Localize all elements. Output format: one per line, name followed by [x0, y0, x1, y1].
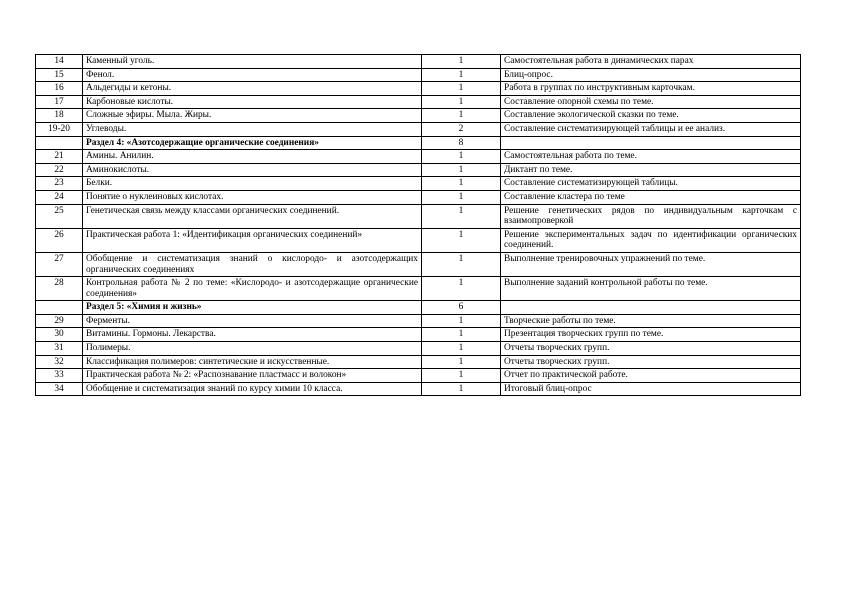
lesson-number-cell: 30 [36, 328, 83, 342]
table-row [36, 109, 801, 123]
activity-form-cell: Составление опорной схемы по теме. [501, 95, 801, 109]
lesson-number-cell [36, 301, 83, 315]
table-row [36, 122, 801, 136]
lesson-plan-body [36, 55, 801, 396]
activity-form-cell: Работа в группах по инструктивным карточкам. [501, 82, 801, 96]
lesson-topic-cell: Витамины. Гормоны. Лекарства. [83, 328, 422, 342]
hours-cell: 1 [422, 382, 501, 396]
lesson-topic-cell: Полимеры. [83, 342, 422, 356]
lesson-number-cell: 31 [36, 342, 83, 356]
lesson-topic-cell: Сложные эфиры. Мыла. Жиры. [83, 109, 422, 123]
table-row [36, 277, 801, 301]
hours-cell: 8 [422, 136, 501, 150]
table-row [36, 204, 801, 228]
lesson-number-cell [36, 136, 83, 150]
lesson-topic-cell: Углеводы. [83, 122, 422, 136]
lesson-topic-cell: Карбоновые кислоты. [83, 95, 422, 109]
lesson-topic-cell: Практическая работа 1: «Идентификация органических соединений» [83, 228, 422, 252]
table-row [36, 382, 801, 396]
table-row [36, 228, 801, 252]
table-row [36, 369, 801, 383]
table-row [36, 355, 801, 369]
hours-cell: 1 [422, 355, 501, 369]
hours-cell: 1 [422, 109, 501, 123]
lesson-topic-cell: Понятие о нуклеиновых кислотах. [83, 190, 422, 204]
lesson-number-cell: 15 [36, 68, 83, 82]
table-row [36, 82, 801, 96]
activity-form-cell: Диктант по теме. [501, 163, 801, 177]
lesson-topic-cell: Обобщение и систематизация знаний о кислородо- и азотсодержащих органических соединениях [83, 252, 422, 276]
hours-cell: 1 [422, 163, 501, 177]
lesson-number-cell: 16 [36, 82, 83, 96]
hours-cell: 1 [422, 190, 501, 204]
activity-form-cell: Самостоятельная работа по теме. [501, 150, 801, 164]
lesson-number-cell: 27 [36, 252, 83, 276]
table-row [36, 163, 801, 177]
lesson-topic-cell: Каменный уголь. [83, 55, 422, 69]
table-row [36, 342, 801, 356]
hours-cell: 2 [422, 122, 501, 136]
lesson-number-cell: 17 [36, 95, 83, 109]
hours-cell: 1 [422, 369, 501, 383]
section-title-cell: Раздел 5: «Химия и жизнь» [83, 301, 422, 315]
hours-cell: 1 [422, 82, 501, 96]
lesson-topic-cell: Контрольная работа № 2 по теме: «Кислородо- и азотсодержащие органические соединения» [83, 277, 422, 301]
hours-cell: 1 [422, 328, 501, 342]
lesson-number-cell: 28 [36, 277, 83, 301]
hours-cell: 1 [422, 150, 501, 164]
table-row [36, 150, 801, 164]
activity-form-cell: Выполнение заданий контрольной работы по теме. [501, 277, 801, 301]
table-row [36, 252, 801, 276]
activity-form-cell: Решение генетических рядов по индивидуальным карточкам с взаимопроверкой [501, 204, 801, 228]
lesson-number-cell: 23 [36, 177, 83, 191]
hours-cell: 1 [422, 252, 501, 276]
hours-cell: 1 [422, 55, 501, 69]
lesson-number-cell: 33 [36, 369, 83, 383]
lesson-topic-cell: Практическая работа № 2: «Распознавание пластмасс и волокон» [83, 369, 422, 383]
hours-cell: 1 [422, 177, 501, 191]
hours-cell: 1 [422, 342, 501, 356]
lesson-number-cell: 19-20 [36, 122, 83, 136]
hours-cell: 1 [422, 314, 501, 328]
lesson-topic-cell: Классификация полимеров: синтетические и искусственные. [83, 355, 422, 369]
lesson-number-cell: 29 [36, 314, 83, 328]
table-row [36, 190, 801, 204]
activity-form-cell [501, 301, 801, 315]
lesson-number-cell: 14 [36, 55, 83, 69]
activity-form-cell: Решение экспериментальных задач по идентификации органических соединений. [501, 228, 801, 252]
lesson-topic-cell: Обобщение и систематизация знаний по курсу химии 10 класса. [83, 382, 422, 396]
lesson-topic-cell: Аминокислоты. [83, 163, 422, 177]
lesson-topic-cell: Белки. [83, 177, 422, 191]
lesson-topic-cell: Генетическая связь между классами органических соединений. [83, 204, 422, 228]
hours-cell: 6 [422, 301, 501, 315]
lesson-topic-cell: Амины. Анилин. [83, 150, 422, 164]
activity-form-cell: Выполнение тренировочных упражнений по теме. [501, 252, 801, 276]
hours-cell: 1 [422, 95, 501, 109]
activity-form-cell [501, 136, 801, 150]
activity-form-cell: Составление систематизирующей таблицы. [501, 177, 801, 191]
lesson-plan-table [35, 54, 801, 396]
activity-form-cell: Творческие работы по теме. [501, 314, 801, 328]
table-row [36, 314, 801, 328]
activity-form-cell: Итоговый блиц-опрос [501, 382, 801, 396]
lesson-topic-cell: Альдегиды и кетоны. [83, 82, 422, 96]
activity-form-cell: Отчеты творческих групп. [501, 342, 801, 356]
table-row [36, 68, 801, 82]
lesson-number-cell: 32 [36, 355, 83, 369]
lesson-number-cell: 34 [36, 382, 83, 396]
activity-form-cell: Самостоятельная работа в динамических парах [501, 55, 801, 69]
activity-form-cell: Отчеты творческих групп. [501, 355, 801, 369]
activity-form-cell: Блиц-опрос. [501, 68, 801, 82]
activity-form-cell: Презентация творческих групп по теме. [501, 328, 801, 342]
hours-cell: 1 [422, 228, 501, 252]
lesson-topic-cell: Фенол. [83, 68, 422, 82]
activity-form-cell: Составление кластера по теме [501, 190, 801, 204]
lesson-number-cell: 18 [36, 109, 83, 123]
lesson-number-cell: 26 [36, 228, 83, 252]
section-row [36, 301, 801, 315]
section-title-cell: Раздел 4: «Азотсодержащие органические соединения» [83, 136, 422, 150]
lesson-number-cell: 22 [36, 163, 83, 177]
lesson-topic-cell: Ферменты. [83, 314, 422, 328]
table-row [36, 328, 801, 342]
hours-cell: 1 [422, 68, 501, 82]
activity-form-cell: Составление экологической сказки по теме. [501, 109, 801, 123]
activity-form-cell: Составление систематизирующей таблицы и ее анализ. [501, 122, 801, 136]
hours-cell: 1 [422, 204, 501, 228]
table-row [36, 55, 801, 69]
activity-form-cell: Отчет по практической работе. [501, 369, 801, 383]
table-row [36, 177, 801, 191]
lesson-number-cell: 21 [36, 150, 83, 164]
table-row [36, 95, 801, 109]
hours-cell: 1 [422, 277, 501, 301]
section-row [36, 136, 801, 150]
lesson-number-cell: 24 [36, 190, 83, 204]
lesson-number-cell: 25 [36, 204, 83, 228]
